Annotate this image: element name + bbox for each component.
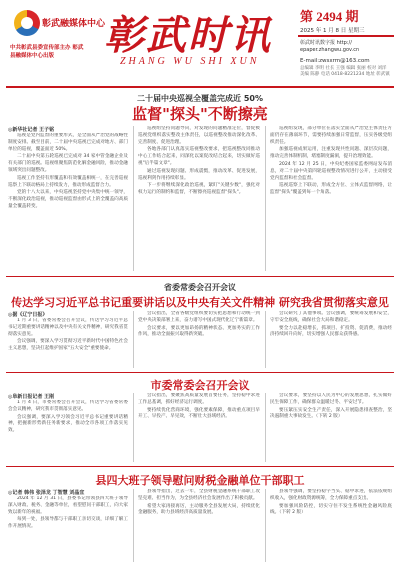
- section3-headline[interactable]: 市委常委会召开会议: [150, 379, 250, 392]
- section4-headline[interactable]: 县四大班子领导慰问财税金融单位干部职工: [95, 474, 305, 487]
- paragraph: 希望大家再接再厉，主动服务全县发展大局，持续优化金融服务，助力县域经济高质量发展。: [138, 503, 260, 516]
- section4-column-3: [270, 489, 392, 562]
- paragraph: 加强巡视成果运用，注重发现共性问题、深层次问题，推动完善体制机制，堵塞制度漏洞，提升治理效能。: [270, 147, 392, 160]
- paragraph: 巡视是党内监督的重要形式，是全面从严治党的战略性制度安排。截至目前，二十届中央巡视已完成对地方、部门单位的巡视，覆盖面近 50%。: [8, 133, 128, 152]
- paragraph: 1 月 4 日，市委常委会召开会议，传达学习省委常委会会议精神，研究我市贯彻落实意见。: [8, 400, 128, 412]
- issue-number: 第 2494 期: [300, 9, 359, 24]
- section2-headline[interactable]: 传达学习习近平总书记重要讲话以及中央有关文件精神 研究我省贯彻落实意见: [11, 296, 389, 309]
- column-separator: [265, 126, 266, 271]
- paragraph: 会议要求，要坚持以人民为中心的发展思想，扎实做好民生保障工作，确保群众温暖过冬、平安过节。: [270, 393, 392, 405]
- lead-byline: ◎新华社记者 王子铭: [8, 127, 55, 133]
- paragraph: 会议指出，要聚焦高质量发展首要任务，坚持稳中求进工作总基调，抓好经济运行调度。: [138, 393, 260, 405]
- column-separator: [133, 126, 134, 271]
- paragraph: 2024 年 12 月 25 日，中央纪委国家监委网站发布消息，对二十届中央第四轮巡视整改情况进行公开，主动接受党内监督和社会监督。: [270, 161, 392, 181]
- paragraph: 下一步将继续深化政治巡视，紧盯"关键少数"，强化对权力运行的制约和监督，不断擦亮巡视监督"探头"。: [138, 183, 260, 196]
- paragraph: 通过巡视发现问题、形成震慑，推动改革、促进发展，巡视利剑作用持续彰显。: [138, 168, 260, 181]
- paragraph: 会议强调，要深入学习领会习近平总书记重要讲话精神，把握新形势新任务新要求，推动全市各项工作落实见效。: [8, 414, 128, 434]
- column-separator: [133, 393, 134, 462]
- column-separator: [265, 489, 266, 562]
- divider: [6, 466, 394, 467]
- paragraph: 1 月 3 日，省委常委会召开会议，传达学习习近平总书记近期重要讲话精神以及中央有关文件精神，研究我省贯彻落实意见。: [8, 318, 128, 337]
- lead-column-2: [138, 126, 260, 271]
- issue-date: 2025 年 1 月 8 日 星期三: [300, 28, 365, 34]
- column-separator: [265, 393, 266, 462]
- section3-column-1: [8, 400, 128, 462]
- paragraph: 要加强风险防控，切实守住不发生系统性金融风险底线。（下转 2 版）: [270, 503, 392, 516]
- divider: [6, 86, 394, 88]
- staff-line: 总编辑 李明 社长 王强 编辑 张丽 校对 刘洋: [300, 66, 387, 71]
- paragraph: 县领导指出，过去一年，全县财税金融系统干部职工攻坚克难、担当作为，为全县经济社会发展作出了积极贡献。: [138, 489, 260, 501]
- meta-line[interactable]: epaper.zhangwu.gov.cn: [300, 47, 360, 53]
- divider: [6, 276, 394, 277]
- newspaper-pinyin: ZHANG WU SHI XUN: [120, 56, 260, 67]
- contact-email[interactable]: E-mail:zwsxrm@163.com: [300, 58, 370, 64]
- paragraph: 各地各部门认真落实巡视整改要求，把巡视整改同推动中心工作结合起来，同深化以案促改结合起来，切实做好巡视"后半篇文章"。: [138, 147, 260, 166]
- section4-byline: ◎记者 韩伟 张泽龙 丁智慧 刘晶宜: [8, 490, 85, 496]
- paragraph: 会议强调，要深入学习贯彻习近平新时代中国特色社会主义思想，坚决扛起维护国家"五大安全"重要使命。: [8, 339, 128, 352]
- masthead: [0, 0, 400, 84]
- paragraph: 二十届中央第五轮巡视已完成对 34 家中管金融企业及有关部门的巡视。巡视组聚焦防范化解金融风险，推动金融领域突出问题整改。: [8, 154, 128, 173]
- section3-byline: ◎阜新日报记者 王刚: [8, 394, 55, 400]
- divider: [6, 372, 394, 373]
- lead-kicker: 二十届中央巡视全覆盖完成近 50%: [137, 94, 263, 103]
- paragraph: 会议指出，全省各级党组织要切实把思想和行动统一到党中央决策部署上来，奋力谱写中国式现代化辽宁新篇章。: [138, 311, 260, 323]
- staff-line: 美编 陈静 电话 0418-8221234 地址 彰武镇: [300, 72, 390, 77]
- section2-column-2: [138, 311, 260, 368]
- meta-line: 彰武时讯数字报 http://: [300, 40, 352, 46]
- org-name: 彰武融媒体中心: [42, 19, 106, 29]
- masthead-slogan: 中共彰武县委宣传部主办 彰武县融媒体中心出版: [10, 45, 84, 59]
- paragraph: 党的十八大以来，中央巡视坚持党中央集中统一领导，不断深化政治巡视，推动巡视监督由形式上的全覆盖向高质量全覆盖转变。: [8, 190, 128, 209]
- section2-column-3: [270, 311, 392, 368]
- paragraph: 每到一处，县领导都与干部职工亲切交谈，详细了解工作开展情况。: [8, 517, 128, 530]
- lead-column-3: [270, 126, 392, 271]
- lead-column-1: [8, 133, 128, 271]
- column-separator: [265, 311, 266, 368]
- lead-headline[interactable]: 监督"探头"不断擦亮: [132, 105, 268, 123]
- staff-info: [300, 66, 390, 78]
- paragraph: 巡视巡察上下联动，形成全方位、立体式监督网络，让监督"探头"覆盖到每一个角落。: [270, 183, 392, 196]
- masthead-rule: [298, 35, 394, 37]
- section4-column-2: [138, 489, 260, 562]
- section2-column-1: [8, 318, 128, 368]
- column-separator: [133, 489, 134, 562]
- column-separator: [133, 311, 134, 368]
- paragraph: 2024 年 12 月 31 日，县委书记带领县四大班子领导深入财政、税务、金融等单位，看望慰问干部职工，向大家致以新年的祝福。: [8, 496, 128, 515]
- paragraph: 巡视组坚持问题导向，对发现的问题精准定位，督促被巡视党组织落实整改主体责任，以巡视整改推动深化改革、完善制度、促进治理。: [138, 126, 260, 145]
- section2-kicker: 省委常委会召开会议: [164, 283, 236, 292]
- section3-column-2: [138, 393, 260, 462]
- section3-column-3: [270, 393, 392, 462]
- paragraph: 要全力以赴稳增长，抓项目、扩投资、促消费，推动经济持续回升向好，切实增强人民群众获得感。: [270, 325, 392, 338]
- paragraph: 会议要求，要以更加昂扬的精神状态、更加务实的工作作风，推动全面振兴取得新突破。: [138, 325, 260, 338]
- paragraph: 巡视组发现，部分单位在落实全面从严治党主体责任方面仍存在薄弱环节，需要持续加强日常监督，压实各级党组织责任。: [270, 126, 392, 145]
- paragraph: 会议研究了其他事项。会议强调，要统筹发展和安全，守牢安全底线，确保社会大局和谐稳定。: [270, 311, 392, 323]
- paragraph: 要持续优化营商环境，强化要素保障，推动重点项目早开工、早投产、早见效，不断壮大县域经济。: [138, 407, 260, 420]
- paragraph: 要压紧压实安全生产责任，深入开展隐患排查整治，坚决遏制重大事故发生。（下转 2 版）: [270, 407, 392, 420]
- paragraph: 县领导强调，要坚持稳字当头、稳中求进，依法依规组织收入，强化财政资源统筹，全力保障重点支出。: [270, 489, 392, 501]
- masthead-meta: [300, 40, 359, 54]
- section4-column-1: [8, 496, 128, 562]
- section2-byline: ◎据《辽宁日报》: [8, 312, 48, 318]
- media-center-logo-icon: [14, 10, 40, 36]
- paragraph: 巡视工作坚持有形覆盖和有效覆盖相统一，在完善巡视巡察上下联动格局上持续发力，推动形成监督合力。: [8, 175, 128, 188]
- newspaper-title: 彰武时讯: [104, 12, 272, 59]
